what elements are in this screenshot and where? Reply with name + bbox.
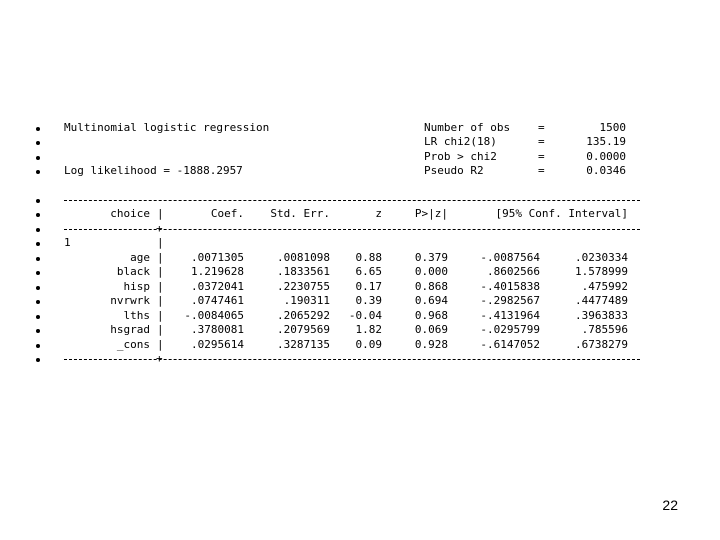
rule-plus: + bbox=[156, 352, 163, 365]
table-rule-mid bbox=[64, 229, 640, 230]
col-header-z: z bbox=[375, 207, 382, 220]
row-var: _cons bbox=[116, 338, 150, 351]
row-p: 0.379 bbox=[414, 251, 448, 264]
bullet bbox=[36, 141, 40, 145]
row-se: .3287135 bbox=[277, 338, 330, 351]
row-p: 0.000 bbox=[414, 265, 448, 278]
bullet bbox=[36, 213, 40, 217]
row-ci-high: 1.578999 bbox=[575, 265, 628, 278]
row-ci-low: -.2982567 bbox=[480, 294, 540, 307]
row-coef: .0372041 bbox=[191, 280, 244, 293]
pipe: | bbox=[157, 294, 164, 307]
row-var: age bbox=[130, 251, 150, 264]
row-z: 0.17 bbox=[355, 280, 382, 293]
row-se: .2079569 bbox=[277, 323, 330, 336]
row-ci-high: .475992 bbox=[581, 280, 628, 293]
row-se: .2065292 bbox=[277, 309, 330, 322]
bullet bbox=[36, 300, 40, 304]
bullet bbox=[36, 228, 40, 232]
row-ci-low: -.6147052 bbox=[480, 338, 540, 351]
stat-label: Number of obs bbox=[424, 121, 511, 134]
row-var: lths bbox=[123, 309, 150, 322]
row-var: hsgrad bbox=[110, 323, 150, 336]
log-likelihood: Log likelihood = -1888.2957 bbox=[64, 164, 243, 177]
row-coef: .3780081 bbox=[191, 323, 244, 336]
rule-plus: + bbox=[156, 222, 163, 235]
col-header-coef: Coef. bbox=[210, 207, 244, 220]
pipe: | bbox=[157, 309, 164, 322]
row-ci-low: -.4131964 bbox=[480, 309, 540, 322]
stat-value: 0.0346 bbox=[586, 164, 626, 177]
row-z: -0.04 bbox=[348, 309, 382, 322]
bullet bbox=[36, 242, 40, 246]
row-p: 0.868 bbox=[414, 280, 448, 293]
row-ci-high: .3963833 bbox=[575, 309, 628, 322]
row-z: 0.88 bbox=[355, 251, 382, 264]
stat-label: Prob > chi2 bbox=[424, 150, 497, 163]
pipe: | bbox=[157, 207, 164, 220]
table-rule-top bbox=[64, 200, 640, 201]
bullet bbox=[36, 286, 40, 290]
row-var: hisp bbox=[123, 280, 150, 293]
row-p: 0.069 bbox=[414, 323, 448, 336]
row-z: 0.09 bbox=[355, 338, 382, 351]
pipe: | bbox=[157, 338, 164, 351]
stat-value: 135.19 bbox=[586, 135, 626, 148]
row-se: .1833561 bbox=[277, 265, 330, 278]
pipe: | bbox=[157, 265, 164, 278]
row-ci-low: .8602566 bbox=[487, 265, 540, 278]
pipe: | bbox=[157, 251, 164, 264]
stat-eq: = bbox=[538, 164, 545, 177]
bullet bbox=[36, 329, 40, 333]
row-z: 1.82 bbox=[355, 323, 382, 336]
page-number: 22 bbox=[662, 497, 678, 513]
row-coef: -.0084065 bbox=[184, 309, 244, 322]
row-ci-low: -.0295799 bbox=[480, 323, 540, 336]
row-p: 0.928 bbox=[414, 338, 448, 351]
row-p: 0.694 bbox=[414, 294, 448, 307]
pipe: | bbox=[157, 236, 164, 249]
row-p: 0.968 bbox=[414, 309, 448, 322]
row-ci-high: .6738279 bbox=[575, 338, 628, 351]
pipe: | bbox=[157, 280, 164, 293]
stat-value: 0.0000 bbox=[586, 150, 626, 163]
bullet bbox=[36, 271, 40, 275]
bullet bbox=[36, 315, 40, 319]
stat-label: Pseudo R2 bbox=[424, 164, 484, 177]
group-label: 1 bbox=[64, 236, 71, 249]
bullet bbox=[36, 199, 40, 203]
row-var: black bbox=[116, 265, 150, 278]
stat-eq: = bbox=[538, 150, 545, 163]
row-ci-low: -.4015838 bbox=[480, 280, 540, 293]
bullet bbox=[36, 127, 40, 131]
row-ci-high: .4477489 bbox=[575, 294, 628, 307]
col-header-se: Std. Err. bbox=[270, 207, 330, 220]
row-coef: .0071305 bbox=[191, 251, 244, 264]
stat-label: LR chi2(18) bbox=[424, 135, 497, 148]
pipe: | bbox=[157, 323, 164, 336]
bullet bbox=[36, 344, 40, 348]
col-header-p: P>|z| bbox=[414, 207, 448, 220]
bullet bbox=[36, 257, 40, 261]
row-se: .2230755 bbox=[277, 280, 330, 293]
bullet bbox=[36, 170, 40, 174]
stat-eq: = bbox=[538, 135, 545, 148]
bullet bbox=[36, 156, 40, 160]
stat-eq: = bbox=[538, 121, 545, 134]
row-coef: .0747461 bbox=[191, 294, 244, 307]
col-header-choice: choice bbox=[110, 207, 150, 220]
row-z: 6.65 bbox=[355, 265, 382, 278]
col-header-ci: [95% Conf. Interval] bbox=[495, 207, 628, 220]
row-z: 0.39 bbox=[355, 294, 382, 307]
stat-value: 1500 bbox=[599, 121, 626, 134]
row-ci-low: -.0087564 bbox=[480, 251, 540, 264]
row-ci-high: .0230334 bbox=[575, 251, 628, 264]
row-ci-high: .785596 bbox=[581, 323, 628, 336]
table-rule-bottom bbox=[64, 359, 640, 360]
row-var: nvrwrk bbox=[110, 294, 150, 307]
row-se: .190311 bbox=[283, 294, 330, 307]
model-title: Multinomial logistic regression bbox=[64, 121, 270, 134]
row-coef: .0295614 bbox=[191, 338, 244, 351]
bullet bbox=[36, 358, 40, 362]
row-se: .0081098 bbox=[277, 251, 330, 264]
row-coef: 1.219628 bbox=[191, 265, 244, 278]
